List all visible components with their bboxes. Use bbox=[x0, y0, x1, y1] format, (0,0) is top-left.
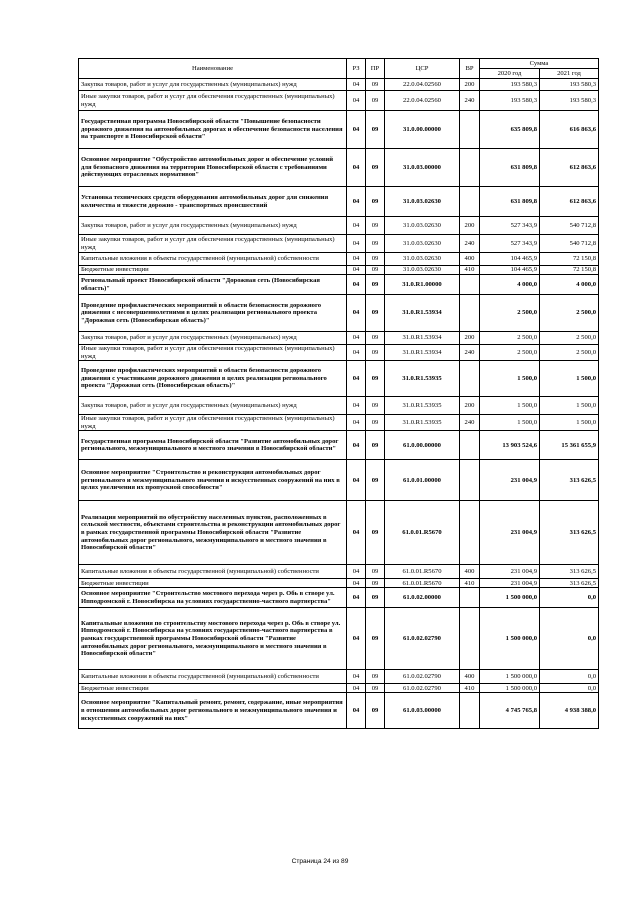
header-vr: ВР bbox=[460, 59, 480, 79]
cell-vr: 200 bbox=[460, 397, 480, 415]
cell-2020: 231 004,9 bbox=[480, 565, 540, 579]
cell-csr: 61.0.01.00000 bbox=[385, 460, 460, 501]
cell-vr bbox=[460, 275, 480, 295]
cell-rz: 04 bbox=[347, 111, 366, 149]
cell-2020: 527 343,9 bbox=[480, 217, 540, 235]
cell-name: Региональный проект Новосибирской области "Дорожная сеть (Новосибирская область)" bbox=[79, 275, 347, 295]
cell-2020: 1 500 000,0 bbox=[480, 684, 540, 693]
cell-name: Бюджетные инвестиции bbox=[79, 266, 347, 275]
header-year-2020: 2020 год bbox=[480, 69, 540, 79]
cell-pr: 09 bbox=[366, 345, 385, 361]
cell-rz: 04 bbox=[347, 79, 366, 91]
cell-2021: 313 626,5 bbox=[540, 460, 599, 501]
cell-vr: 410 bbox=[460, 579, 480, 588]
cell-2021: 193 580,3 bbox=[540, 91, 599, 111]
cell-rz: 04 bbox=[347, 684, 366, 693]
cell-rz: 04 bbox=[347, 588, 366, 608]
cell-2021: 313 626,5 bbox=[540, 565, 599, 579]
cell-name: Закупка товаров, работ и услуг для государственных (муниципальных) нужд bbox=[79, 332, 347, 345]
cell-vr bbox=[460, 693, 480, 729]
cell-pr: 09 bbox=[366, 275, 385, 295]
cell-rz: 04 bbox=[347, 295, 366, 332]
cell-2020: 1 500 000,0 bbox=[480, 608, 540, 670]
table-row bbox=[79, 579, 599, 588]
table-row bbox=[79, 501, 599, 565]
cell-name: Закупка товаров, работ и услуг для государственных (муниципальных) нужд bbox=[79, 397, 347, 415]
cell-2020: 1 500,0 bbox=[480, 415, 540, 431]
cell-2020: 193 580,3 bbox=[480, 79, 540, 91]
cell-2020: 631 809,8 bbox=[480, 187, 540, 217]
cell-vr bbox=[460, 431, 480, 460]
cell-vr bbox=[460, 588, 480, 608]
cell-csr: 31.0.03.02630 bbox=[385, 187, 460, 217]
cell-pr: 09 bbox=[366, 149, 385, 187]
table-body bbox=[79, 79, 599, 729]
cell-rz: 04 bbox=[347, 266, 366, 275]
cell-rz: 04 bbox=[347, 235, 366, 253]
cell-pr: 09 bbox=[366, 608, 385, 670]
cell-2020: 2 500,0 bbox=[480, 345, 540, 361]
cell-2021: 0,0 bbox=[540, 670, 599, 684]
cell-rz: 04 bbox=[347, 217, 366, 235]
cell-vr bbox=[460, 501, 480, 565]
cell-name: Проведение профилактических мероприятий в области безопасности дорожного движения с участниками дорожного движения в целях реализации регионального проекта "Дорожная сеть (Новосибирская область)" bbox=[79, 361, 347, 397]
cell-vr bbox=[460, 111, 480, 149]
table-row bbox=[79, 266, 599, 275]
cell-pr: 09 bbox=[366, 579, 385, 588]
table-row bbox=[79, 91, 599, 111]
cell-csr: 31.0.R1.53935 bbox=[385, 361, 460, 397]
cell-name: Закупка товаров, работ и услуг для государственных (муниципальных) нужд bbox=[79, 217, 347, 235]
cell-vr: 240 bbox=[460, 235, 480, 253]
cell-vr: 240 bbox=[460, 91, 480, 111]
cell-csr: 31.0.R1.53934 bbox=[385, 345, 460, 361]
cell-csr: 31.0.00.00000 bbox=[385, 111, 460, 149]
cell-2021: 2 500,0 bbox=[540, 345, 599, 361]
page-footer: Страница 24 из 89 bbox=[291, 858, 349, 865]
cell-2020: 1 500,0 bbox=[480, 397, 540, 415]
cell-pr: 09 bbox=[366, 565, 385, 579]
cell-name: Основное мероприятие "Строительство и реконструкция автомобильных дорог регионального и межмуниципального значения и искусственных сооружений на них в целях увеличения их пропускной способности" bbox=[79, 460, 347, 501]
cell-2021: 612 863,6 bbox=[540, 187, 599, 217]
table-row bbox=[79, 431, 599, 460]
cell-csr: 31.0.R1.53935 bbox=[385, 397, 460, 415]
cell-csr: 61.0.03.00000 bbox=[385, 693, 460, 729]
table-row bbox=[79, 684, 599, 693]
header-csr: ЦСР bbox=[385, 59, 460, 79]
cell-2020: 635 809,8 bbox=[480, 111, 540, 149]
cell-vr: 400 bbox=[460, 253, 480, 266]
table-row bbox=[79, 253, 599, 266]
cell-pr: 09 bbox=[366, 460, 385, 501]
cell-vr: 200 bbox=[460, 332, 480, 345]
cell-2020: 193 580,3 bbox=[480, 91, 540, 111]
cell-pr: 09 bbox=[366, 332, 385, 345]
cell-rz: 04 bbox=[347, 187, 366, 217]
cell-2021: 4 938 388,0 bbox=[540, 693, 599, 729]
cell-csr: 61.0.02.02790 bbox=[385, 684, 460, 693]
cell-2021: 1 500,0 bbox=[540, 397, 599, 415]
cell-vr bbox=[460, 187, 480, 217]
cell-rz: 04 bbox=[347, 693, 366, 729]
cell-rz: 04 bbox=[347, 579, 366, 588]
cell-csr: 61.0.02.00000 bbox=[385, 588, 460, 608]
cell-2021: 15 361 655,9 bbox=[540, 431, 599, 460]
cell-rz: 04 bbox=[347, 415, 366, 431]
cell-vr: 400 bbox=[460, 565, 480, 579]
table-row bbox=[79, 235, 599, 253]
cell-2020: 1 500 000,0 bbox=[480, 670, 540, 684]
cell-rz: 04 bbox=[347, 91, 366, 111]
cell-csr: 61.0.01.R5670 bbox=[385, 579, 460, 588]
cell-2020: 13 903 524,6 bbox=[480, 431, 540, 460]
cell-csr: 61.0.02.02790 bbox=[385, 608, 460, 670]
table-row bbox=[79, 332, 599, 345]
cell-name: Государственная программа Новосибирской области "Повышение безопасности дорожного движения на автомобильных дорогах и обеспечение безопасности населения на транспорте в Новосибирской области" bbox=[79, 111, 347, 149]
table-row bbox=[79, 565, 599, 579]
cell-2021: 540 712,8 bbox=[540, 217, 599, 235]
cell-csr: 31.0.03.00000 bbox=[385, 149, 460, 187]
cell-csr: 31.0.03.02630 bbox=[385, 235, 460, 253]
cell-rz: 04 bbox=[347, 608, 366, 670]
cell-rz: 04 bbox=[347, 345, 366, 361]
table-row bbox=[79, 79, 599, 91]
cell-2020: 231 004,9 bbox=[480, 501, 540, 565]
cell-csr: 31.0.03.02630 bbox=[385, 253, 460, 266]
cell-vr: 410 bbox=[460, 266, 480, 275]
cell-2021: 616 863,6 bbox=[540, 111, 599, 149]
cell-pr: 09 bbox=[366, 684, 385, 693]
cell-pr: 09 bbox=[366, 79, 385, 91]
cell-vr: 200 bbox=[460, 79, 480, 91]
header-sum: Сумма bbox=[480, 59, 599, 69]
cell-rz: 04 bbox=[347, 332, 366, 345]
cell-2020: 2 500,0 bbox=[480, 332, 540, 345]
table-row bbox=[79, 361, 599, 397]
table-row bbox=[79, 149, 599, 187]
cell-vr bbox=[460, 460, 480, 501]
cell-csr: 31.0.03.02630 bbox=[385, 266, 460, 275]
cell-rz: 04 bbox=[347, 431, 366, 460]
cell-name: Основное мероприятие "Обустройство автомобильных дорог и обеспечение условий для безопасного движения на территории Новосибирской области с требованиями действующих отраслевых нормативов" bbox=[79, 149, 347, 187]
cell-csr: 31.0.R1.53934 bbox=[385, 295, 460, 332]
cell-rz: 04 bbox=[347, 253, 366, 266]
cell-name: Реализация мероприятий по обустройству населенных пунктов, расположенных в сельской местности, объектами строительства и реконструкции автомобильных дорог в рамках государственной программы Новосибирской области "Развитие автомобильных дорог регионального, межмуниципального и местного значения в Новосибирской области" bbox=[79, 501, 347, 565]
table-row bbox=[79, 608, 599, 670]
header-name: Наименование bbox=[79, 59, 347, 79]
cell-rz: 04 bbox=[347, 460, 366, 501]
cell-pr: 09 bbox=[366, 588, 385, 608]
cell-2020: 631 809,8 bbox=[480, 149, 540, 187]
cell-name: Иные закупки товаров, работ и услуг для обеспечения государственных (муниципальных) нужд bbox=[79, 415, 347, 431]
cell-name: Установка технических средств оборудования автомобильных дорог для снижения количества и тяжести дорожно - транспортных происшествий bbox=[79, 187, 347, 217]
table-row bbox=[79, 415, 599, 431]
cell-2021: 313 626,5 bbox=[540, 501, 599, 565]
cell-vr bbox=[460, 149, 480, 187]
cell-pr: 09 bbox=[366, 295, 385, 332]
cell-2021: 193 580,3 bbox=[540, 79, 599, 91]
cell-2020: 527 343,9 bbox=[480, 235, 540, 253]
cell-name: Иные закупки товаров, работ и услуг для обеспечения государственных (муниципальных) нужд bbox=[79, 345, 347, 361]
cell-pr: 09 bbox=[366, 266, 385, 275]
cell-name: Капитальные вложения по строительству мостового перехода через р. Обь в створе ул. Ипподромской г. Новосибирска на условиях государственно-частного партнерства в рамках государственной программы Новосибирской области "Развитие автомобильных дорог регионального, межмуниципального и местного значения в Новосибирской области" bbox=[79, 608, 347, 670]
cell-csr: 61.0.00.00000 bbox=[385, 431, 460, 460]
table-row bbox=[79, 460, 599, 501]
cell-2020: 1 500 000,0 bbox=[480, 588, 540, 608]
cell-2020: 104 465,9 bbox=[480, 253, 540, 266]
cell-rz: 04 bbox=[347, 361, 366, 397]
cell-rz: 04 bbox=[347, 565, 366, 579]
cell-pr: 09 bbox=[366, 235, 385, 253]
cell-csr: 31.0.R1.53935 bbox=[385, 415, 460, 431]
table-row bbox=[79, 187, 599, 217]
table-row bbox=[79, 111, 599, 149]
cell-name: Государственная программа Новосибирской области "Развитие автомобильных дорог регионального, межмуниципального и местного значения в Новосибирской области" bbox=[79, 431, 347, 460]
cell-vr bbox=[460, 361, 480, 397]
cell-2020: 231 004,9 bbox=[480, 460, 540, 501]
cell-name: Проведение профилактических мероприятий в области безопасности дорожного движения с несовершеннолетними в целях реализации регионального проекта "Дорожная сеть (Новосибирская область)" bbox=[79, 295, 347, 332]
cell-csr: 31.0.R1.00000 bbox=[385, 275, 460, 295]
cell-2021: 0,0 bbox=[540, 608, 599, 670]
cell-name: Иные закупки товаров, работ и услуг для обеспечения государственных (муниципальных) нужд bbox=[79, 91, 347, 111]
cell-2021: 1 500,0 bbox=[540, 415, 599, 431]
cell-2021: 72 150,8 bbox=[540, 266, 599, 275]
cell-2021: 0,0 bbox=[540, 684, 599, 693]
cell-rz: 04 bbox=[347, 501, 366, 565]
cell-2021: 1 500,0 bbox=[540, 361, 599, 397]
header-pr: ПР bbox=[366, 59, 385, 79]
cell-2020: 4 745 765,8 bbox=[480, 693, 540, 729]
cell-name: Капитальные вложения в объекты государственной (муниципальной) собственности bbox=[79, 253, 347, 266]
cell-csr: 61.0.01.R5670 bbox=[385, 565, 460, 579]
cell-vr: 400 bbox=[460, 670, 480, 684]
table-row bbox=[79, 217, 599, 235]
cell-2021: 612 863,6 bbox=[540, 149, 599, 187]
cell-name: Капитальные вложения в объекты государственной (муниципальной) собственности bbox=[79, 670, 347, 684]
cell-name: Основное мероприятие "Строительство мостового перехода через р. Обь в створе ул. Ипподромской г. Новосибирска на условиях государственно-частного партнерства" bbox=[79, 588, 347, 608]
cell-vr: 200 bbox=[460, 217, 480, 235]
cell-csr: 22.0.04.02560 bbox=[385, 91, 460, 111]
cell-2021: 540 712,8 bbox=[540, 235, 599, 253]
cell-rz: 04 bbox=[347, 275, 366, 295]
cell-vr: 240 bbox=[460, 345, 480, 361]
cell-csr: 31.0.03.02630 bbox=[385, 217, 460, 235]
cell-2020: 1 500,0 bbox=[480, 361, 540, 397]
table-row bbox=[79, 588, 599, 608]
cell-2021: 0,0 bbox=[540, 588, 599, 608]
cell-csr: 61.0.02.02790 bbox=[385, 670, 460, 684]
table-row bbox=[79, 693, 599, 729]
cell-pr: 09 bbox=[366, 217, 385, 235]
cell-pr: 09 bbox=[366, 693, 385, 729]
cell-pr: 09 bbox=[366, 397, 385, 415]
cell-2020: 4 000,0 bbox=[480, 275, 540, 295]
cell-csr: 61.0.01.R5670 bbox=[385, 501, 460, 565]
cell-rz: 04 bbox=[347, 149, 366, 187]
cell-vr: 410 bbox=[460, 684, 480, 693]
cell-2020: 104 465,9 bbox=[480, 266, 540, 275]
cell-2021: 4 000,0 bbox=[540, 275, 599, 295]
cell-pr: 09 bbox=[366, 361, 385, 397]
cell-name: Иные закупки товаров, работ и услуг для обеспечения государственных (муниципальных) нужд bbox=[79, 235, 347, 253]
table-row bbox=[79, 295, 599, 332]
cell-vr: 240 bbox=[460, 415, 480, 431]
table-row bbox=[79, 397, 599, 415]
cell-pr: 09 bbox=[366, 431, 385, 460]
table-row bbox=[79, 670, 599, 684]
cell-name: Бюджетные инвестиции bbox=[79, 579, 347, 588]
cell-2021: 313 626,5 bbox=[540, 579, 599, 588]
cell-pr: 09 bbox=[366, 187, 385, 217]
cell-rz: 04 bbox=[347, 397, 366, 415]
cell-pr: 09 bbox=[366, 415, 385, 431]
table-row bbox=[79, 345, 599, 361]
cell-2020: 2 500,0 bbox=[480, 295, 540, 332]
document-page bbox=[78, 58, 598, 729]
cell-vr bbox=[460, 295, 480, 332]
cell-csr: 22.0.04.02560 bbox=[385, 79, 460, 91]
budget-table bbox=[78, 58, 599, 729]
cell-rz: 04 bbox=[347, 670, 366, 684]
cell-csr: 31.0.R1.53934 bbox=[385, 332, 460, 345]
cell-2021: 2 500,0 bbox=[540, 295, 599, 332]
cell-pr: 09 bbox=[366, 111, 385, 149]
cell-name: Закупка товаров, работ и услуг для государственных (муниципальных) нужд bbox=[79, 79, 347, 91]
cell-pr: 09 bbox=[366, 253, 385, 266]
header-year-2021: 2021 год bbox=[540, 69, 599, 79]
table-row bbox=[79, 275, 599, 295]
cell-2020: 231 004,9 bbox=[480, 579, 540, 588]
cell-pr: 09 bbox=[366, 670, 385, 684]
cell-name: Основное мероприятие "Капитальный ремонт, ремонт, содержание, иные мероприятия в отношении автомобильных дорог регионального и межмуниципального значения и искусственных сооружений на них" bbox=[79, 693, 347, 729]
cell-vr bbox=[460, 608, 480, 670]
cell-2021: 2 500,0 bbox=[540, 332, 599, 345]
cell-pr: 09 bbox=[366, 91, 385, 111]
cell-2021: 72 150,8 bbox=[540, 253, 599, 266]
cell-name: Бюджетные инвестиции bbox=[79, 684, 347, 693]
cell-pr: 09 bbox=[366, 501, 385, 565]
cell-name: Капитальные вложения в объекты государственной (муниципальной) собственности bbox=[79, 565, 347, 579]
header-rz: РЗ bbox=[347, 59, 366, 79]
